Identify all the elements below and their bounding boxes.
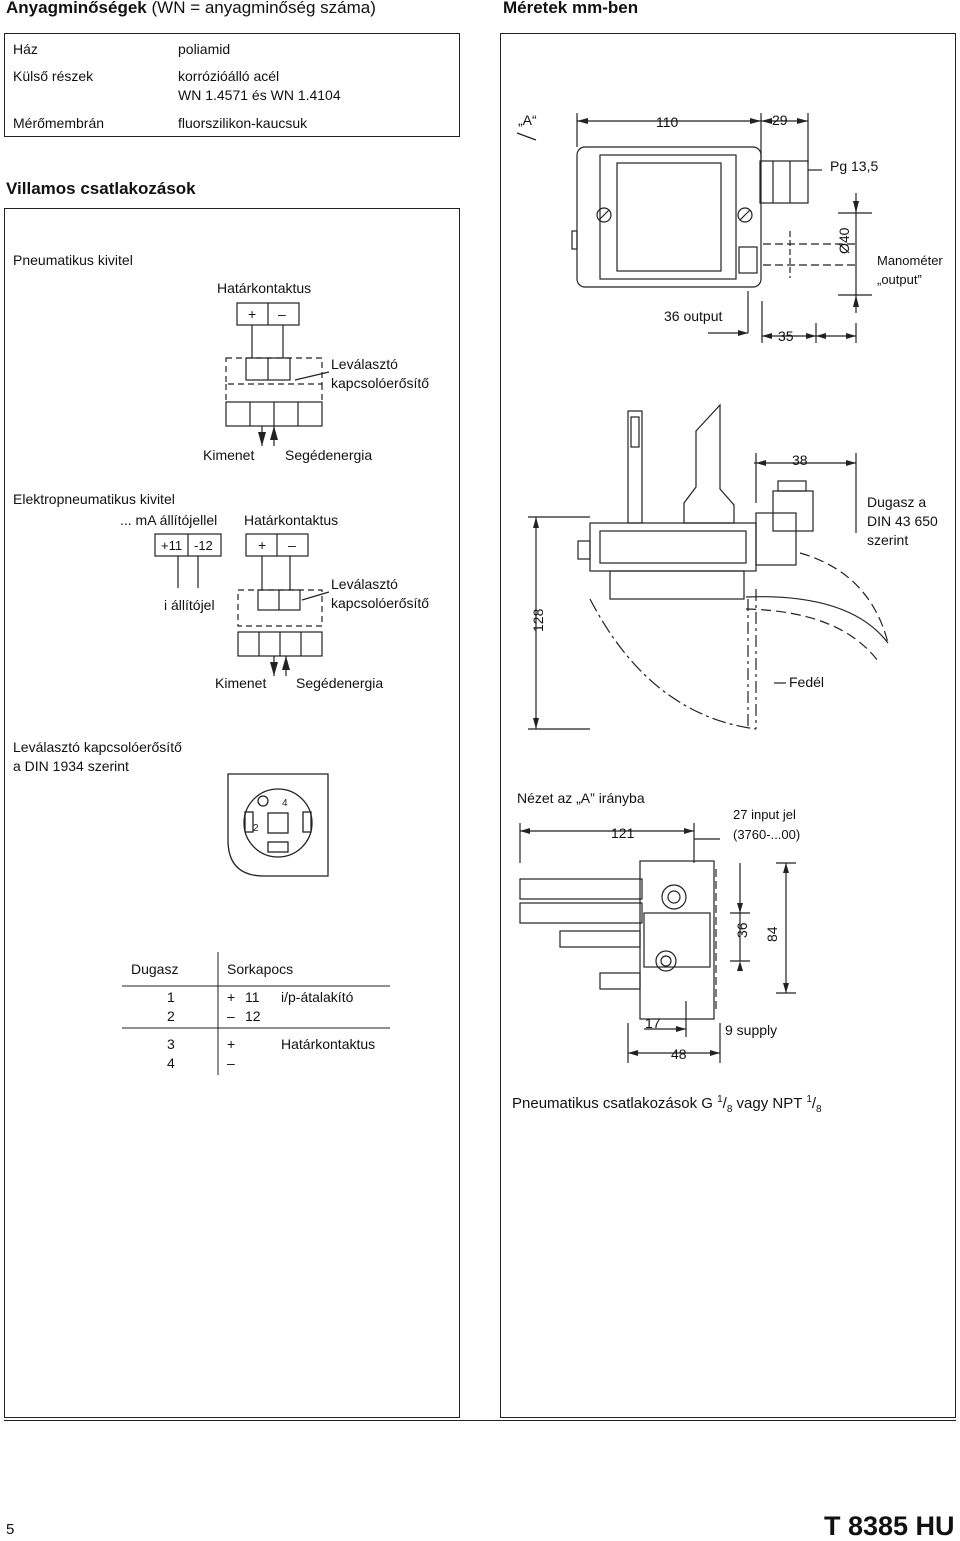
plug-label-2: DIN 43 650 xyxy=(867,513,938,529)
cover-label: Fedél xyxy=(789,674,825,690)
arrow-up-icon-2 xyxy=(282,656,290,670)
wiring-diagrams xyxy=(0,0,460,1100)
ma-setpoint-label: ... mA állítójellel xyxy=(120,512,218,528)
stem xyxy=(628,411,642,523)
din-label-2: a DIN 1934 szerint xyxy=(13,758,129,774)
footer-rule xyxy=(4,1420,956,1421)
frac2-num: 1 xyxy=(806,1094,812,1105)
svg-text:2: 2 xyxy=(253,823,259,834)
terminal-table-header-plug: Dugasz xyxy=(131,961,179,977)
materials-heading-rest: (WN = anyagminőség száma) xyxy=(146,0,376,17)
dim-29: 29 xyxy=(772,112,788,128)
table-row-plug-0: 1 xyxy=(167,989,175,1005)
aux-power-label-2: Segédenergia xyxy=(296,675,384,691)
electrical-heading: Villamos csatlakozások xyxy=(6,179,196,198)
svg-text:4: 4 xyxy=(282,798,288,809)
table-row-plug-2: 3 xyxy=(167,1036,175,1052)
terminal-12: -12 xyxy=(194,538,213,553)
table-row-term-1: 12 xyxy=(245,1008,261,1024)
aux-power-label: Segédenergia xyxy=(285,447,373,463)
dim-pg: Pg 13,5 xyxy=(830,158,879,174)
manometer-label: Manométer xyxy=(877,253,943,268)
pneu-conn-mid: vagy NPT xyxy=(732,1095,807,1112)
material-value-1b: WN 1.4571 és WN 1.4104 xyxy=(178,87,341,103)
materials-heading-bold: Anyagminőségek xyxy=(6,0,147,17)
terminal-11: +11 xyxy=(161,538,183,553)
housing-side-view xyxy=(590,523,756,571)
supply-port-icon xyxy=(656,951,676,971)
table-row-plug-1: 2 xyxy=(167,1008,175,1024)
frac1-den: 8 xyxy=(726,1104,733,1115)
page-number: 5 xyxy=(6,1521,15,1538)
dim-128: 128 xyxy=(530,608,546,632)
separator2-label-2: kapcsolóerősítő xyxy=(331,595,430,611)
view-a-label: „A“ xyxy=(518,112,537,128)
din-label-1: Leválasztó kapcsolóerősítő xyxy=(13,739,182,755)
table-row-sign-1: – xyxy=(227,1008,235,1024)
minus-sign: – xyxy=(278,306,286,322)
document-code: T 8385 HU xyxy=(824,1511,955,1541)
dim-17: 17 xyxy=(645,1015,661,1031)
plug-din43650 xyxy=(773,491,813,531)
dim-110: 110 xyxy=(656,114,679,130)
dim-121: 121 xyxy=(611,825,635,841)
material-label-2: Mérőmembrán xyxy=(13,115,105,131)
table-row-term-0: 11 xyxy=(245,989,260,1005)
table-row-sign-3: – xyxy=(227,1055,235,1071)
din-socket-drawing xyxy=(228,774,328,876)
pneumatic-version-label: Pneumatikus kivitel xyxy=(13,252,133,268)
dim-38: 38 xyxy=(792,452,808,468)
dimensions-heading: Méretek mm-ben xyxy=(503,0,639,17)
plug-label-3: szerint xyxy=(867,532,909,548)
material-label-0: Ház xyxy=(13,41,38,57)
supply-label: 9 supply xyxy=(725,1022,778,1038)
lever-arm xyxy=(684,405,734,523)
port-icon xyxy=(662,885,686,909)
dim-36-output: 36 output xyxy=(664,308,723,324)
material-value-2: fluorszilikon-kaucsuk xyxy=(178,115,308,131)
housing-view-a xyxy=(640,861,714,1019)
input-signal-range: (3760-...00) xyxy=(733,827,801,842)
electro-version-label: Elektropneumatikus kivitel xyxy=(13,491,175,507)
dimension-drawings xyxy=(500,33,956,1133)
limit-contact-label: Határkontaktus xyxy=(217,280,312,296)
dim-40: Ø40 xyxy=(836,227,852,254)
dim-84: 84 xyxy=(764,926,780,942)
table-row-desc-0: i/p-átalakító xyxy=(281,989,354,1005)
material-label-1: Külső részek xyxy=(13,68,94,84)
material-value-1: korrózióálló acél xyxy=(178,68,280,84)
manometer-output-label: „output” xyxy=(877,272,922,287)
material-value-0: poliamid xyxy=(178,41,231,57)
output-label-2: Kimenet xyxy=(215,675,267,691)
minus-sign-2: – xyxy=(288,537,296,553)
pneu-conn-main: Pneumatikus csatlakozások G xyxy=(512,1095,718,1112)
plug-label-1: Dugasz a xyxy=(867,494,927,510)
cable-gland xyxy=(760,161,808,203)
arrow-up-icon xyxy=(270,426,278,440)
separator-label-1: Leválasztó xyxy=(331,356,398,372)
input-signal-label: 27 input jel xyxy=(733,807,796,822)
table-row-desc-2: Határkontaktus xyxy=(281,1036,376,1052)
dim-35: 35 xyxy=(778,328,794,344)
separator-label-2: kapcsolóerősítő xyxy=(331,375,430,391)
separator-amplifier-box-2 xyxy=(238,590,322,626)
arrow-down-icon-2 xyxy=(270,662,278,676)
view-a-heading: Nézet az „A” irányba xyxy=(517,790,645,806)
cover-arc xyxy=(590,599,756,729)
table-row-sign-2: + xyxy=(227,1036,236,1052)
arrow-down-icon xyxy=(258,432,266,446)
frac1-num: 1 xyxy=(717,1094,723,1105)
table-row-sign-0: + xyxy=(227,989,236,1005)
frac2-den: 8 xyxy=(816,1104,822,1115)
pneumatic-connections-label: Pneumatikus csatlakozások G $^1/_8$ vagy NPT $^1/_8$ xyxy=(512,1094,822,1115)
terminal-table-header-term: Sorkapocs xyxy=(227,961,294,977)
table-row-plug-3: 4 xyxy=(167,1055,175,1071)
setpoint-label: i állítójel xyxy=(164,597,215,613)
separator2-label-1: Leválasztó xyxy=(331,576,398,592)
housing-top-view xyxy=(577,147,761,287)
plus-sign: + xyxy=(248,306,257,322)
limit-contact-label-2: Határkontaktus xyxy=(244,512,339,528)
dim-48: 48 xyxy=(671,1046,687,1062)
plus-sign-2: + xyxy=(258,537,267,553)
output-label: Kimenet xyxy=(203,447,255,463)
dim-36b: 36 xyxy=(734,922,750,938)
